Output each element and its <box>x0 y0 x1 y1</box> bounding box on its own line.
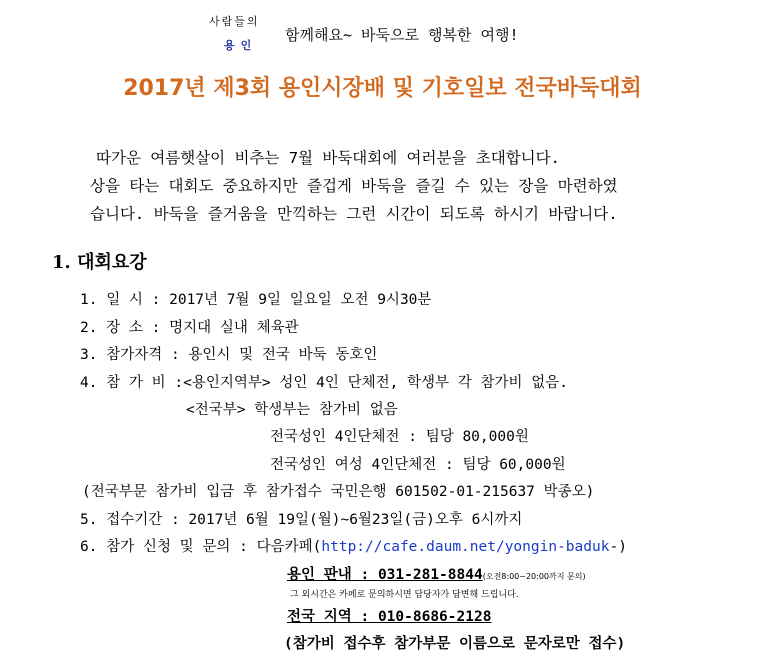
item-period: 5. 접수기간 : 2017년 6월 19일(월)~6월23일(금)오후 6시까지 <box>80 512 523 528</box>
contact-yongin-row <box>287 563 586 584</box>
item-fee-women: 전국성인 여성 4인단체전 : 팀당 60,000원 <box>270 457 566 473</box>
page-title: 2017년 제3회 용인시장배 및 기호일보 전국바둑대회 <box>123 76 642 101</box>
item-fee: 4. 참 가 비 :<용인지역부> 성인 4인 단체전, 학생부 각 참가비 없음. <box>80 375 569 391</box>
section-number: 1. <box>52 252 71 273</box>
item-eligibility: 3. 참가자격 : 용인시 및 전국 바둑 동호인 <box>80 347 378 363</box>
contact-footer: (참가비 접수후 참가부문 이름으로 문자로만 접수) <box>284 636 626 652</box>
intro-line-1: 따가운 여름햇살이 비추는 7월 바둑대회에 여러분을 초대합니다. <box>96 149 560 167</box>
item-fee-national: <전국부> 학생부는 참가비 없음 <box>186 402 398 418</box>
cafe-link[interactable]: http://cafe.daum.net/yongin-baduk <box>321 539 610 555</box>
contact-yongin: 용인 판내 : 031-281-8844 <box>287 567 483 583</box>
contact-yongin-hours: (오전8:00~20:00까지 문의) <box>482 572 586 581</box>
item-date: 1. 일 시 : 2017년 7월 9일 일요일 오전 9시30분 <box>80 292 432 308</box>
item-fee-team: 전국성인 4인단체전 : 팀당 80,000원 <box>270 429 529 445</box>
item-apply <box>80 535 627 556</box>
logo-top-text: 사람들의 <box>209 15 260 28</box>
intro-line-2: 상을 타는 대회도 중요하지만 즐겁게 바둑을 즐길 수 있는 장을 마련하였 <box>90 177 618 195</box>
logo-bottom-text: 용인 <box>224 39 258 52</box>
section-title: 대회요강 <box>77 252 147 273</box>
item-place: 2. 장 소 : 명지대 실내 체육관 <box>80 320 299 336</box>
apply-suffix: -) <box>609 539 627 555</box>
slogan: 함께해요~ 바둑으로 행복한 여행! <box>285 26 519 44</box>
intro-line-3: 습니다. 바둑을 즐거움을 만끽하는 그런 시간이 되도록 하시기 바랍니다. <box>90 205 618 223</box>
item-payment: (전국부문 참가비 입금 후 참가접수 국민은행 601502-01-215637 박종오) <box>82 484 595 500</box>
contact-note: 그 외시간은 카페로 문의하시면 담당자가 답변해 드립니다. <box>290 590 519 600</box>
apply-prefix: 6. 참가 신청 및 문의 : 다음카페( <box>80 539 322 555</box>
section-heading <box>52 248 147 274</box>
contact-national: 전국 지역 : 010-8686-2128 <box>287 609 492 625</box>
